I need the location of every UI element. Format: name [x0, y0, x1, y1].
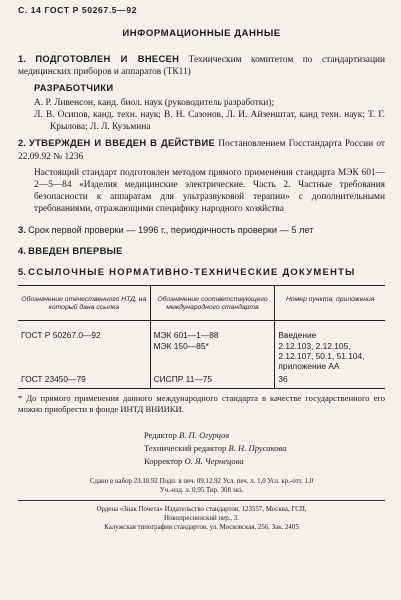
section-2	[18, 137, 385, 162]
section-5-heading: ССЫЛОЧНЫЕ НОРМАТИВНО-ТЕХНИЧЕСКИЕ ДОКУМЕНТЫ	[28, 266, 356, 278]
section-5	[18, 266, 385, 279]
corrector-name: О. Я. Чернецова	[184, 456, 244, 467]
section-1	[18, 53, 385, 78]
table-header-cell: Номер пункта, приложения	[275, 286, 385, 321]
tech-editor-name: В. Н. Прусакова	[228, 443, 287, 454]
table-header-cell: Обозначение соответствующего международного стандарта	[150, 286, 275, 321]
table-cell-item: Введение 2.12.103, 2.12.105, 2.12.107, 50.1, 51.104, приложение АА	[275, 321, 385, 372]
table-cell-doc: ГОСТ 23450—79	[18, 372, 150, 389]
imprint-line-2: Уч.-изд. л. 0,95 Тир. 308 экз.	[159, 487, 244, 495]
section-5-number: 5.	[18, 266, 26, 278]
table-cell-intl: СИСПР 11—75	[150, 372, 275, 389]
divider	[18, 500, 385, 501]
table-cell-item: 36	[275, 372, 385, 389]
tech-editor-label: Технический редактор	[144, 443, 227, 454]
editor-label: Редактор	[144, 430, 177, 441]
reference-table	[18, 285, 385, 389]
developers-list	[18, 97, 385, 133]
corrector-label: Корректор	[144, 456, 183, 467]
section-1-text: Техническим комитетом по стандартизации медицинских приборов и аппаратов (ТК11)	[18, 55, 386, 78]
developers-heading: РАЗРАБОТЧИКИ	[34, 82, 114, 94]
table-row	[18, 321, 385, 372]
publisher-line-1: Ордена «Знак Почета» Издательство стандартов, 123557, Москва, ГСП,	[96, 505, 307, 513]
section-2-number: 2.	[18, 137, 26, 149]
section-2-details: Настоящий стандарт подготовлен методом прямого применения стандарта МЭК 601—2—5—84 «Изделия медицинские электрические. Часть 2. Частные требования безопасности к аппаратам для ультразвуковой терапии» с дополнительными требованиями, отражающими специфику народного хозяйства	[34, 167, 385, 215]
section-3	[18, 224, 385, 237]
publisher-info	[18, 505, 385, 532]
corrector-line	[144, 455, 385, 468]
printer-line: Калужская типография стандартов, ул. Московская, 256. Зак. 2405	[104, 523, 299, 531]
section-3-text: Срок первой проверки — 1996 г., периодичность проверки — 5 лет	[28, 224, 314, 235]
section-2-heading: УТВЕРЖДЕН И ВВЕДЕН В ДЕЙСТВИЕ	[29, 137, 216, 149]
table-row	[18, 372, 385, 389]
section-1-heading: ПОДГОТОВЛЕН И ВНЕСЕН	[35, 53, 180, 64]
section-2-text: Постановлением Госстандарта России от 22.09.92 № 1236	[18, 139, 386, 162]
section-3-number: 3.	[18, 223, 26, 235]
imprint-line-1: Сдано в набор 23.10.92 Подп. в печ. 09.12.92 Усл. печ. л. 1,0 Усл. кр.-отт. 1,0	[89, 478, 314, 486]
developer-line-2: Л. В. Осипов, канд. техн. наук; В. Н. Сазонов, Л. И. Айзенштат, канд техн. наук; Т. Г. Крылова; Л. Л. Кузьмина	[34, 110, 385, 133]
table-header-cell: Обозначение отечественного НТД, на который дана ссылка	[18, 286, 150, 321]
footnote: * До прямого применения данного международного стандарта в качестве государственного его можно приобрести в фонде ИНТД ВНИИКИ.	[18, 393, 385, 415]
page-header: С. 14 ГОСТ Р 50267.5—92	[18, 5, 138, 15]
developer-line-1: А. Р. Ливенсон, канд. биол. наук (руководитель разработки);	[34, 98, 275, 109]
editors-block	[144, 429, 385, 468]
table-header-row	[18, 286, 385, 321]
section-4	[18, 245, 385, 258]
table-cell-intl: МЭК 601—1—88 МЭК 150—85*	[150, 321, 275, 372]
table-cell-doc: ГОСТ Р 50267.0—92	[21, 330, 101, 341]
tech-editor-line	[144, 442, 385, 455]
editor-name: В. П. Огурцов	[179, 430, 230, 441]
editor-line	[144, 429, 385, 442]
section-4-number: 4.	[18, 244, 26, 256]
section-4-heading: ВВЕДЕН ВПЕРВЫЕ	[28, 244, 123, 256]
section-1-number: 1.	[18, 53, 26, 64]
page-title: ИНФОРМАЦИОННЫЕ ДАННЫЕ	[122, 28, 281, 39]
publisher-line-2: Новопресненский пер., 3.	[164, 514, 239, 522]
print-imprint	[18, 478, 385, 496]
